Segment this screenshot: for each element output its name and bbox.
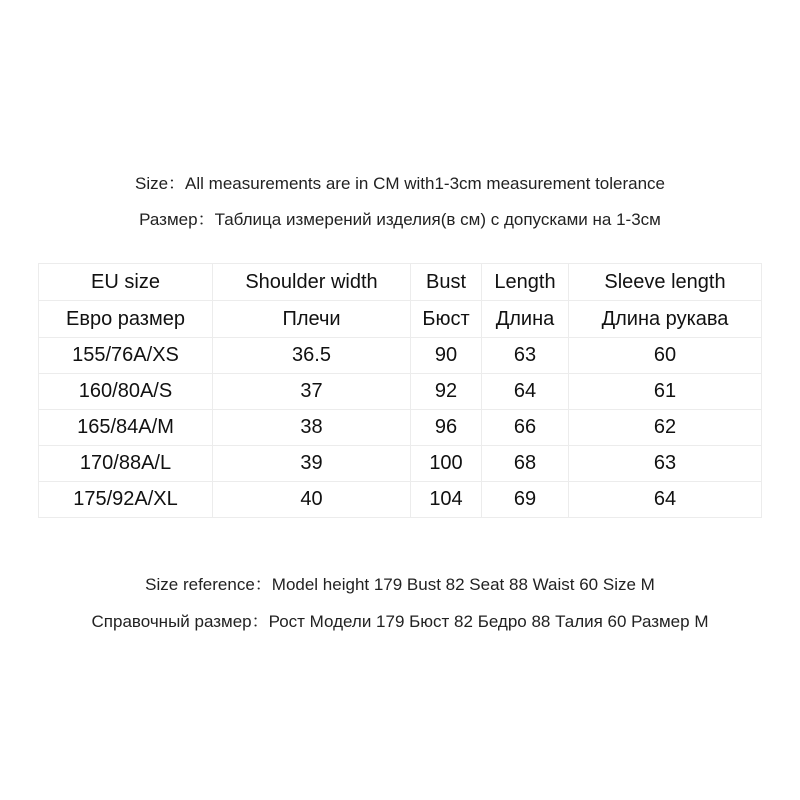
header-shoulder-width-ru: Плечи <box>213 301 411 338</box>
cell-bust: 100 <box>411 446 482 482</box>
table-row <box>39 410 762 446</box>
table-row <box>39 374 762 410</box>
cell-bust: 92 <box>411 374 482 410</box>
header-bust-ru: Бюст <box>411 301 482 338</box>
cell-length: 66 <box>482 410 569 446</box>
cell-eu-size: 165/84A/M <box>39 410 213 446</box>
header-eu-size: EU size <box>39 264 213 301</box>
table-header-row-en <box>39 264 762 301</box>
table-header-row-ru <box>39 301 762 338</box>
cell-length: 68 <box>482 446 569 482</box>
header-sleeve-length-ru: Длина рукава <box>569 301 762 338</box>
cell-sleeve-length: 63 <box>569 446 762 482</box>
table-row <box>39 482 762 518</box>
cell-bust: 104 <box>411 482 482 518</box>
cell-shoulder-width: 39 <box>213 446 411 482</box>
cell-shoulder-width: 38 <box>213 410 411 446</box>
cell-sleeve-length: 62 <box>569 410 762 446</box>
cell-eu-size: 170/88A/L <box>39 446 213 482</box>
header-eu-size-ru: Евро размер <box>39 301 213 338</box>
cell-shoulder-width: 36.5 <box>213 338 411 374</box>
header-sleeve-length: Sleeve length <box>569 264 762 301</box>
cell-length: 63 <box>482 338 569 374</box>
header-shoulder-width: Shoulder width <box>213 264 411 301</box>
size-reference-ru: Справочный размер：Рост Модели 179 Бюст 82 Бедро 88 Талия 60 Размер M <box>91 612 709 631</box>
intro-text-en: Size：All measurements are in CM with1-3cm measurement tolerance <box>134 174 666 193</box>
cell-sleeve-length: 60 <box>569 338 762 374</box>
cell-sleeve-length: 61 <box>569 374 762 410</box>
header-length: Length <box>482 264 569 301</box>
cell-eu-size: 175/92A/XL <box>39 482 213 518</box>
cell-shoulder-width: 40 <box>213 482 411 518</box>
cell-sleeve-length: 64 <box>569 482 762 518</box>
cell-length: 64 <box>482 374 569 410</box>
cell-bust: 90 <box>411 338 482 374</box>
header-length-ru: Длина <box>482 301 569 338</box>
size-reference-en: Size reference：Model height 179 Bust 82 Seat 88 Waist 60 Size M <box>145 575 655 594</box>
intro-text-ru: Размер：Таблица измерений изделия(в см) с допусками на 1-3см <box>139 210 661 229</box>
cell-shoulder-width: 37 <box>213 374 411 410</box>
table-row <box>39 446 762 482</box>
size-table <box>38 263 762 518</box>
cell-eu-size: 155/76A/XS <box>39 338 213 374</box>
header-bust: Bust <box>411 264 482 301</box>
table-row <box>39 338 762 374</box>
cell-eu-size: 160/80A/S <box>39 374 213 410</box>
cell-bust: 96 <box>411 410 482 446</box>
cell-length: 69 <box>482 482 569 518</box>
